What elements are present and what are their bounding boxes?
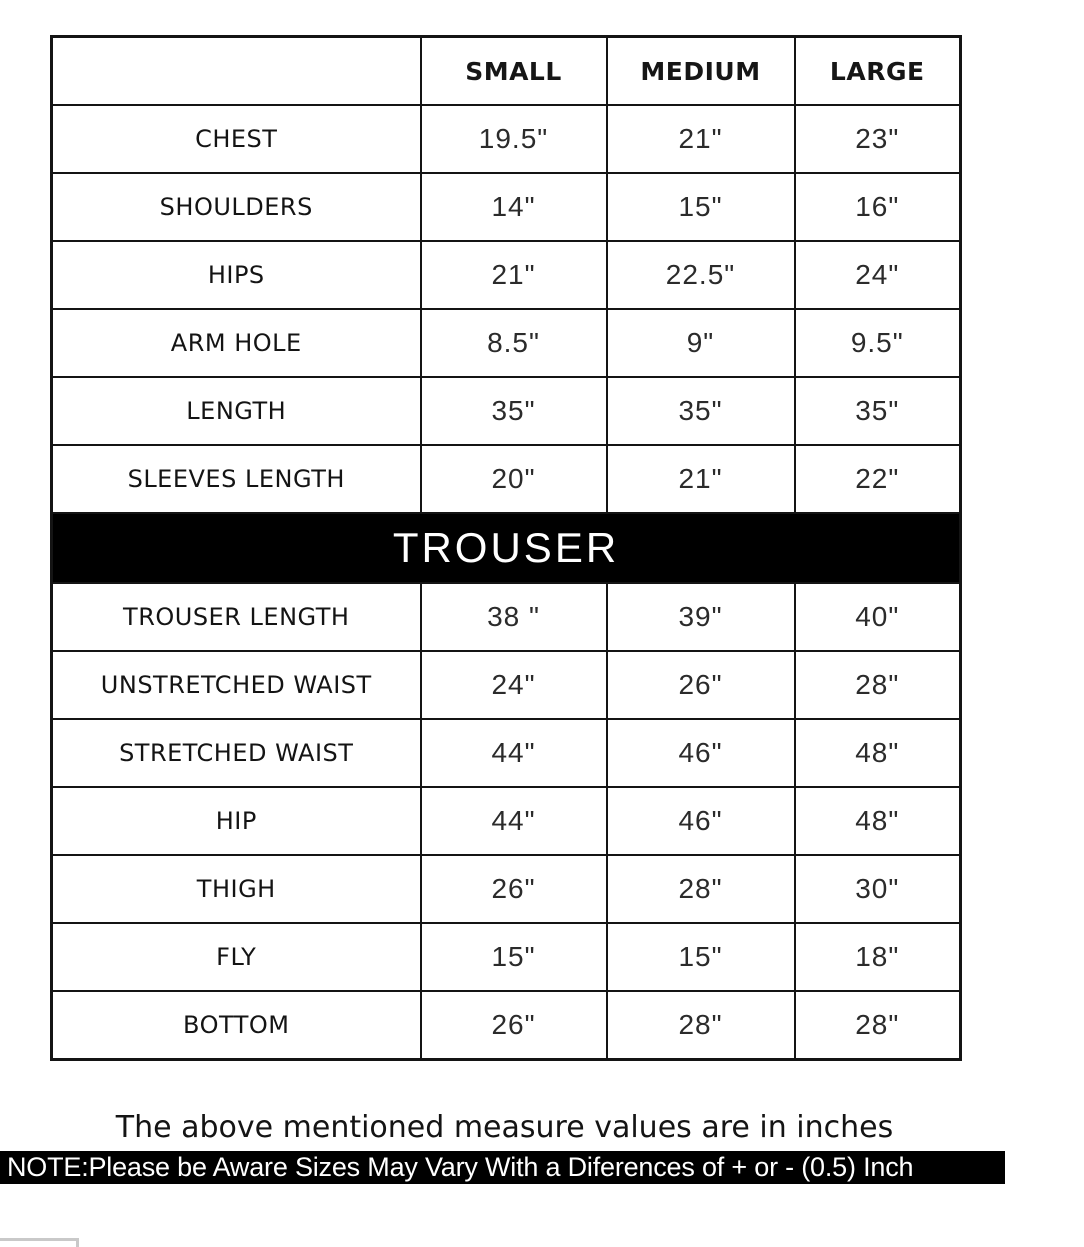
- table-header-row: [52, 37, 961, 106]
- units-note: The above mentioned measure values are in inches: [115, 1110, 894, 1145]
- size-value-cell: 15": [607, 173, 795, 241]
- size-value-cell: 28": [607, 855, 795, 923]
- corner-cell: [52, 37, 421, 106]
- row-label-cell: SHOULDERS: [52, 173, 421, 241]
- size-value-cell: 46": [607, 719, 795, 787]
- size-value-cell: 28": [607, 991, 795, 1060]
- table-row: [52, 583, 961, 651]
- table-row: [52, 241, 961, 309]
- table-row: [52, 855, 961, 923]
- size-value-cell: 9.5": [795, 309, 961, 377]
- column-header-large: LARGE: [795, 37, 961, 106]
- size-value-cell: 18": [795, 923, 961, 991]
- section-banner: TROUSER: [52, 513, 961, 583]
- row-label-cell: TROUSER LENGTH: [52, 583, 421, 651]
- size-value-cell: 9": [607, 309, 795, 377]
- size-value-cell: 38 ": [421, 583, 607, 651]
- size-value-cell: 26": [421, 855, 607, 923]
- size-value-cell: 48": [795, 719, 961, 787]
- row-label-cell: LENGTH: [52, 377, 421, 445]
- size-value-cell: 35": [421, 377, 607, 445]
- size-value-cell: 28": [795, 651, 961, 719]
- size-value-cell: 14": [421, 173, 607, 241]
- bottom-left-partial-box: [0, 1238, 79, 1247]
- row-label-cell: CHEST: [52, 105, 421, 173]
- size-value-cell: 28": [795, 991, 961, 1060]
- row-label-cell: HIP: [52, 787, 421, 855]
- size-value-cell: 21": [421, 241, 607, 309]
- size-value-cell: 26": [607, 651, 795, 719]
- row-label-cell: HIPS: [52, 241, 421, 309]
- table-row: [52, 787, 961, 855]
- section-banner-row: [52, 513, 961, 583]
- size-chart-table: [50, 35, 962, 1061]
- size-value-cell: 15": [421, 923, 607, 991]
- row-label-cell: SLEEVES LENGTH: [52, 445, 421, 513]
- row-label-cell: STRETCHED WAIST: [52, 719, 421, 787]
- row-label-cell: THIGH: [52, 855, 421, 923]
- table-row: [52, 309, 961, 377]
- table-row: [52, 105, 961, 173]
- size-value-cell: 48": [795, 787, 961, 855]
- table-row: [52, 651, 961, 719]
- size-value-cell: 19.5": [421, 105, 607, 173]
- size-chart-table-body: [52, 37, 961, 1060]
- size-value-cell: 35": [795, 377, 961, 445]
- size-value-cell: 30": [795, 855, 961, 923]
- size-value-cell: 22.5": [607, 241, 795, 309]
- size-value-cell: 46": [607, 787, 795, 855]
- table-row: [52, 173, 961, 241]
- size-value-cell: 26": [421, 991, 607, 1060]
- size-value-cell: 40": [795, 583, 961, 651]
- size-value-cell: 15": [607, 923, 795, 991]
- table-row: [52, 991, 961, 1060]
- table-row: [52, 923, 961, 991]
- column-header-small: SMALL: [421, 37, 607, 106]
- size-value-cell: 21": [607, 105, 795, 173]
- size-value-cell: 24": [795, 241, 961, 309]
- size-value-cell: 44": [421, 787, 607, 855]
- table-row: [52, 445, 961, 513]
- size-value-cell: 44": [421, 719, 607, 787]
- size-value-cell: 23": [795, 105, 961, 173]
- size-value-cell: 22": [795, 445, 961, 513]
- variance-note-text: NOTE:Please be Aware Sizes May Vary With a Diferences of + or - (0.5) Inch: [7, 1152, 914, 1182]
- size-value-cell: 35": [607, 377, 795, 445]
- row-label-cell: FLY: [52, 923, 421, 991]
- row-label-cell: BOTTOM: [52, 991, 421, 1060]
- row-label-cell: UNSTRETCHED WAIST: [52, 651, 421, 719]
- size-value-cell: 20": [421, 445, 607, 513]
- row-label-cell: ARM HOLE: [52, 309, 421, 377]
- size-value-cell: 24": [421, 651, 607, 719]
- column-header-medium: MEDIUM: [607, 37, 795, 106]
- variance-note-bar: [0, 1151, 1005, 1184]
- size-value-cell: 39": [607, 583, 795, 651]
- size-value-cell: 8.5": [421, 309, 607, 377]
- size-value-cell: 21": [607, 445, 795, 513]
- table-row: [52, 719, 961, 787]
- table-row: [52, 377, 961, 445]
- size-value-cell: 16": [795, 173, 961, 241]
